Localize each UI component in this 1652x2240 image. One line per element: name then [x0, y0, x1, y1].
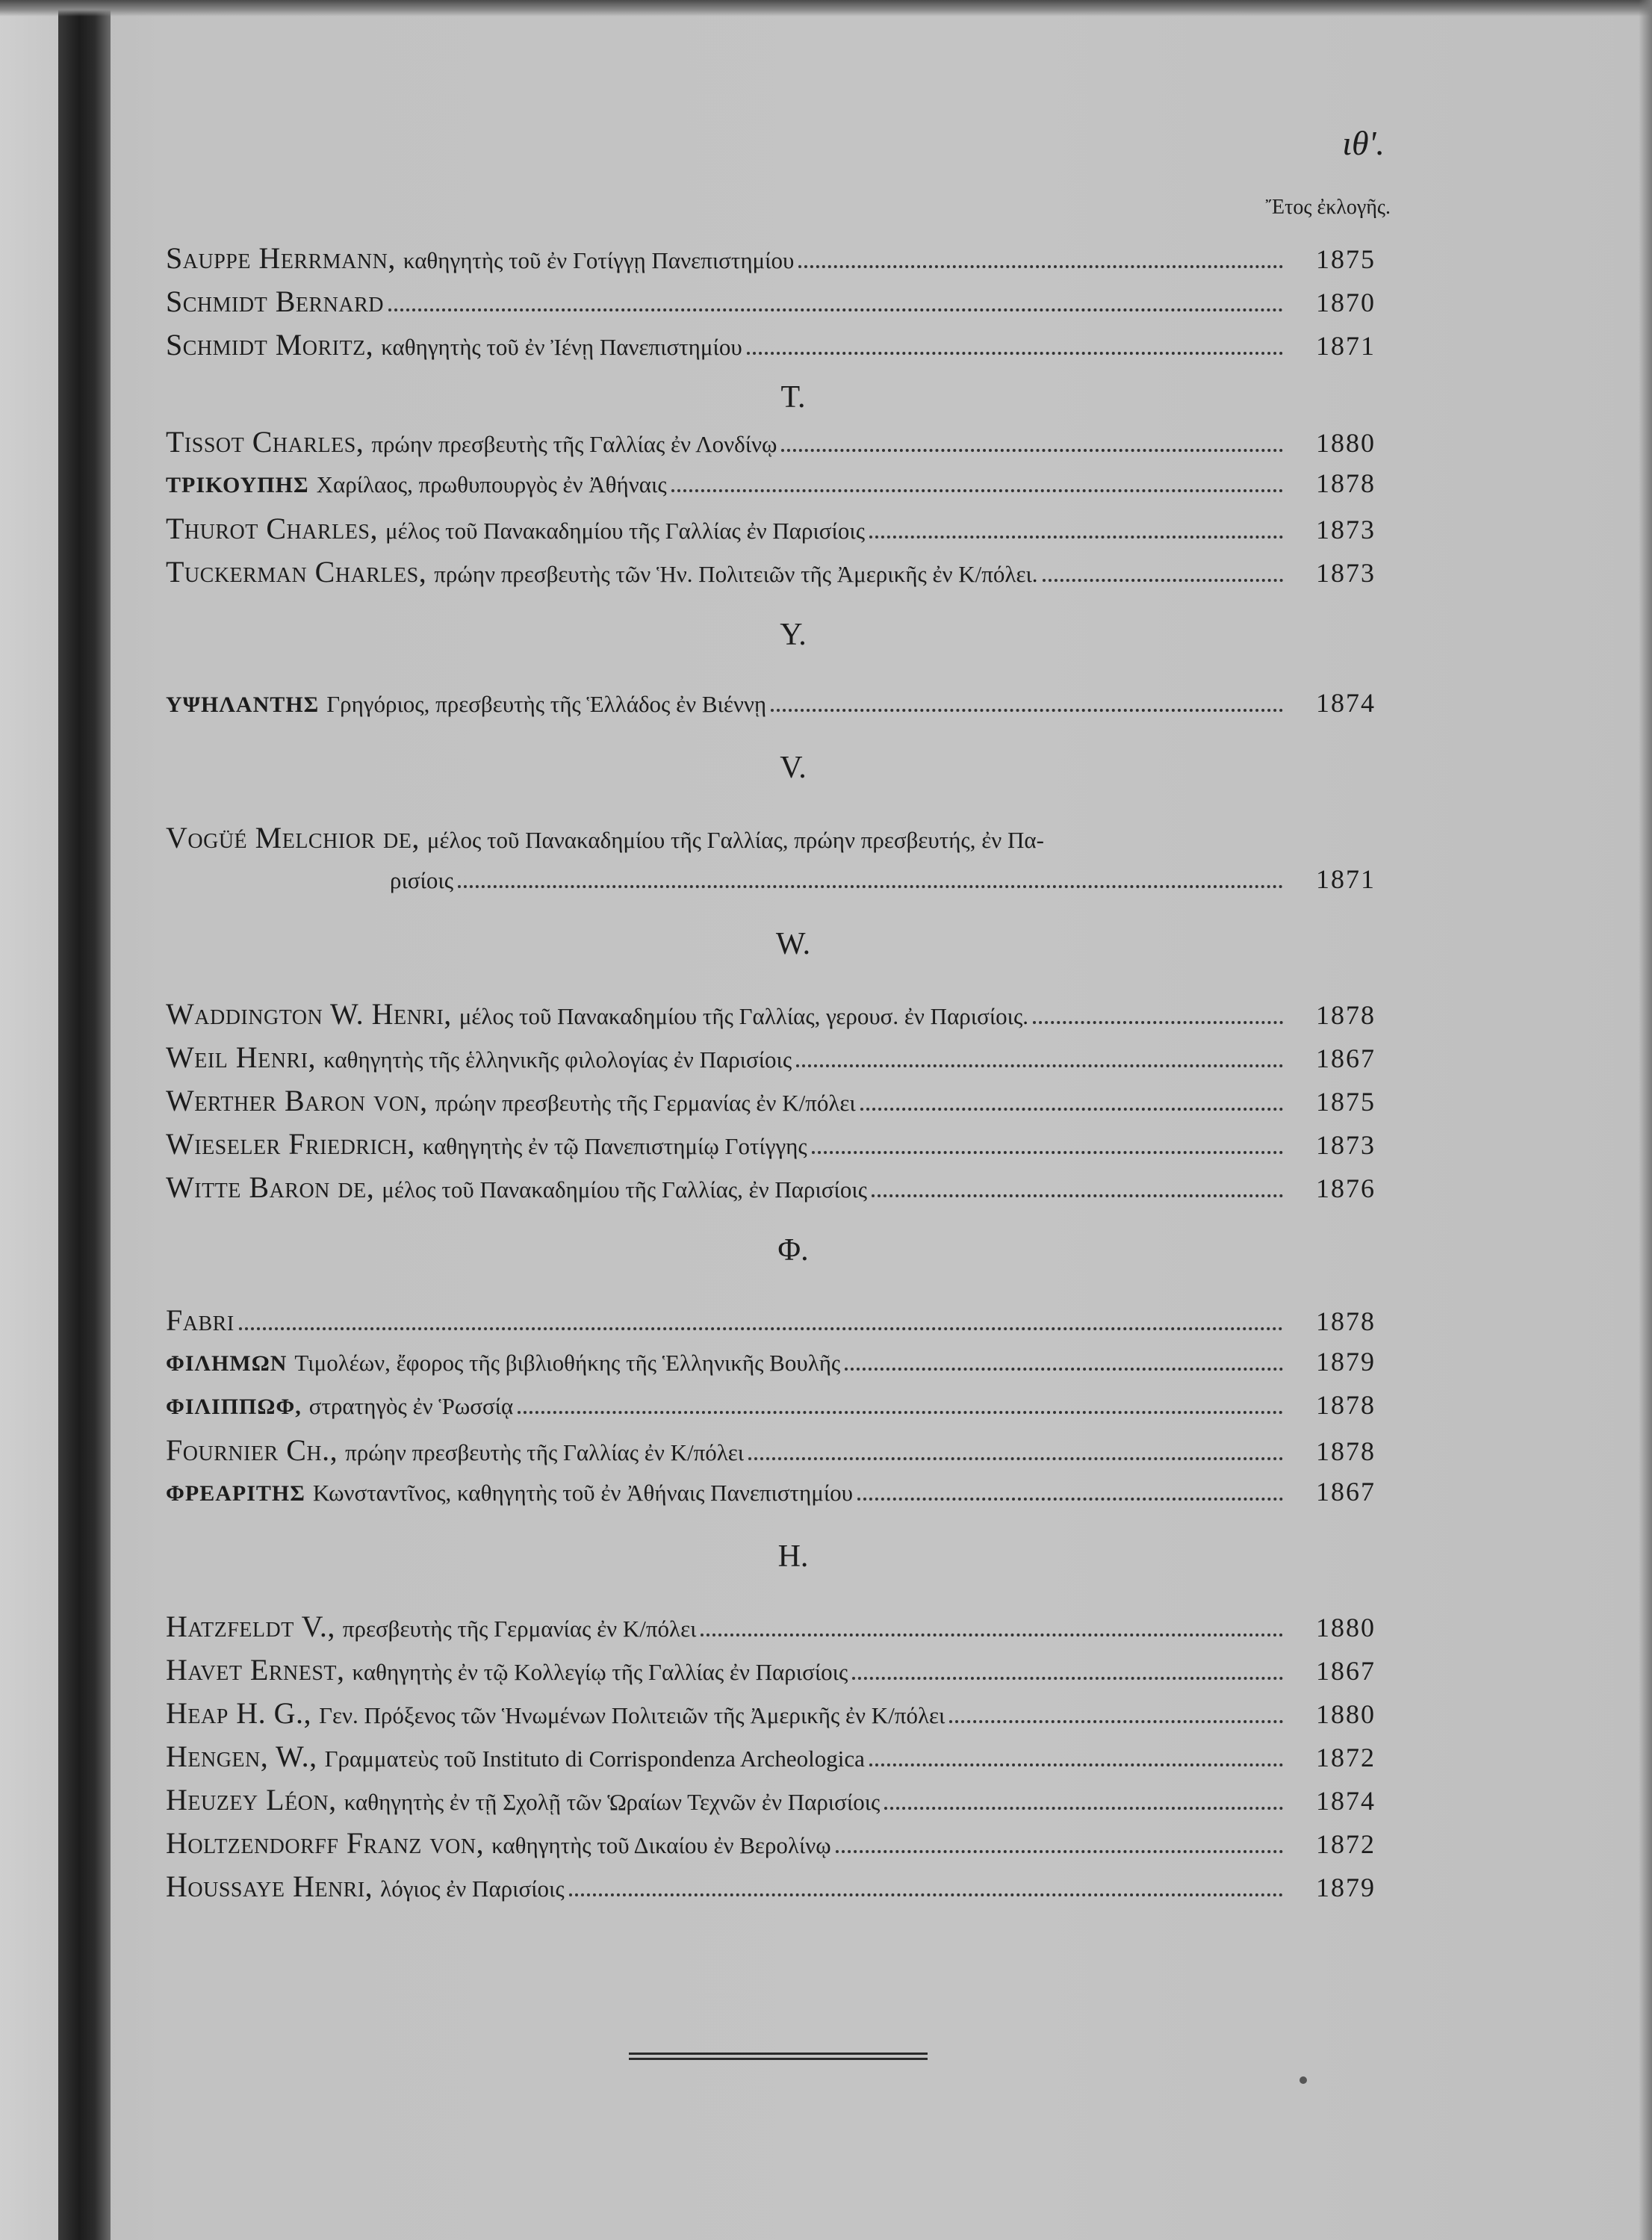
election-year: 1867 — [1316, 1656, 1376, 1686]
list-item — [166, 1609, 1376, 1652]
list-item — [166, 1433, 1376, 1476]
member-description: Γρηγόριος, πρεσβευτὴς τῆς Ἑλλάδος ἐν Βιέννῃ — [326, 691, 767, 717]
election-year: 1875 — [1316, 244, 1376, 274]
list-item — [166, 1346, 1376, 1389]
member-name: Schmidt Bernard — [166, 285, 384, 318]
list-item — [166, 1040, 1376, 1083]
election-year: 1879 — [1316, 1873, 1376, 1902]
list-item — [166, 1126, 1376, 1170]
member-name: Thurot Charles, — [166, 512, 378, 545]
member-description: πρώην πρεσβευτὴς τῶν Ἡν. Πολιτειῶν τῆς Ἀμερικῆς ἐν Κ/πόλει. — [434, 561, 1038, 587]
list-item — [166, 241, 1376, 284]
election-year: 1873 — [1316, 515, 1376, 545]
book-spine-shadow — [58, 0, 111, 2240]
dot-leader — [845, 1368, 1283, 1371]
election-year: 1872 — [1316, 1829, 1376, 1859]
member-description: καθηγητὴς ἐν τῇ Σχολῇ τῶν Ὡραίων Τεχνῶν ἐν Παρισίοις — [344, 1789, 881, 1815]
election-year: 1879 — [1316, 1347, 1376, 1377]
member-description: μέλος τοῦ Πανακαδημίου τῆς Γαλλίας, πρώην πρεσβευτής, ἐν Πα- — [426, 827, 1044, 853]
adjacent-page-edge — [0, 0, 58, 2240]
section-letter-phi: Φ. — [777, 1233, 809, 1268]
dot-leader — [671, 489, 1283, 492]
dot-leader — [518, 1411, 1283, 1414]
list-item — [166, 820, 1376, 863]
dot-leader — [388, 308, 1283, 311]
dot-leader — [781, 449, 1283, 452]
election-year: 1867 — [1316, 1477, 1376, 1507]
member-name: Havet Ernest, — [166, 1653, 345, 1687]
member-name: ΥΨΗΛΑΝΤΗΣ — [166, 692, 320, 717]
dot-leader — [1043, 579, 1283, 582]
list-item — [166, 511, 1376, 554]
list-item — [166, 1869, 1376, 1912]
dot-leader — [569, 1893, 1283, 1896]
dot-leader — [798, 265, 1283, 268]
election-year: 1876 — [1316, 1173, 1376, 1203]
member-description: πρεσβευτὴς τῆς Γερμανίας ἐν Κ/πόλει — [342, 1616, 697, 1642]
dot-leader — [747, 352, 1283, 355]
section-letter-upsilon: Υ. — [780, 618, 807, 652]
dot-leader — [1033, 1021, 1283, 1024]
list-item — [166, 327, 1376, 370]
member-description: πρώην πρεσβευτὴς τῆς Γαλλίας ἐν Λονδίνῳ — [371, 431, 777, 457]
election-year: 1875 — [1316, 1087, 1376, 1117]
list-item — [166, 1389, 1376, 1433]
member-name: Sauppe Herrmann, — [166, 241, 396, 275]
member-description: πρώην πρεσβευτὴς τῆς Γαλλίας ἐν Κ/πόλει — [345, 1439, 745, 1465]
election-year: 1867 — [1316, 1043, 1376, 1073]
member-description: Τιμολέων, ἔφορος τῆς βιβλιοθήκης τῆς Ἑλληνικῆς Βουλῆς — [294, 1350, 841, 1376]
dot-leader — [857, 1498, 1283, 1501]
member-name: ΤΡΙΚΟΥΠΗΣ — [166, 473, 309, 497]
member-description: Γραμματεὺς τοῦ Instituto di Corrispondenza Archeologica — [324, 1746, 865, 1772]
member-description: Κωνσταντῖνος, καθηγητὴς τοῦ ἐν Ἀθήναις Πανεπιστημίου — [312, 1480, 854, 1506]
member-description: μέλος τοῦ Πανακαδημίου τῆς Γαλλίας, ἐν Παρισίοις — [382, 1176, 868, 1203]
dot-leader — [872, 1194, 1283, 1197]
member-description: καθηγητὴς τοῦ ἐν Γοτίγγῃ Πανεπιστημίου — [403, 247, 795, 273]
list-item — [166, 468, 1376, 511]
election-year: 1871 — [1316, 331, 1376, 361]
section-letter-t: T. — [780, 380, 806, 415]
ink-speck — [1299, 2076, 1307, 2084]
list-item — [166, 424, 1376, 468]
dot-leader — [836, 1850, 1283, 1853]
dot-leader — [771, 709, 1283, 712]
right-edge-shadow — [1639, 0, 1652, 2240]
election-year: 1871 — [1316, 864, 1376, 894]
member-name: Hengen, W., — [166, 1740, 317, 1773]
dot-leader — [860, 1108, 1283, 1111]
member-name: Schmidt Moritz, — [166, 328, 374, 362]
dot-leader — [239, 1327, 1283, 1330]
election-year: 1878 — [1316, 1390, 1376, 1420]
election-year: 1878 — [1316, 1436, 1376, 1466]
member-name: ΦΙΛΗΜΩΝ — [166, 1351, 288, 1376]
list-item — [166, 1083, 1376, 1126]
dot-leader — [869, 536, 1283, 539]
member-name: Vogüé Melchior de, — [166, 821, 420, 854]
member-description: καθηγητὴς ἐν τῷ Πανεπιστημίῳ Γοτίγγης — [422, 1133, 807, 1159]
list-item — [166, 1303, 1376, 1346]
member-name: Tuckerman Charles, — [166, 555, 427, 589]
section-letter-v: V. — [780, 751, 807, 785]
dot-leader — [701, 1634, 1283, 1636]
member-description: στρατηγὸς ἐν Ῥωσσίᾳ — [308, 1393, 514, 1419]
election-year: 1874 — [1316, 688, 1376, 718]
member-description: λόγιος ἐν Παρισίοις — [380, 1876, 565, 1902]
member-description: πρώην πρεσβευτὴς τῆς Γερμανίας ἐν Κ/πόλει — [435, 1090, 856, 1116]
dot-leader — [852, 1677, 1283, 1680]
member-description: καθηγητὴς τῆς ἑλληνικῆς φιλολογίας ἐν Παρισίοις — [323, 1046, 792, 1073]
dot-leader — [884, 1807, 1283, 1810]
member-description: καθηγητὴς τοῦ Δικαίου ἐν Βερολίνῳ — [491, 1832, 831, 1858]
election-year: 1872 — [1316, 1743, 1376, 1772]
election-year: 1873 — [1316, 558, 1376, 588]
list-item — [166, 1739, 1376, 1782]
dot-leader — [748, 1457, 1283, 1460]
member-name: Waddington W. Henri, — [166, 997, 452, 1031]
member-description: μέλος τοῦ Πανακαδημίου τῆς Γαλλίας, γερουσ. ἐν Παρισίοις. — [459, 1003, 1029, 1029]
election-year: 1878 — [1316, 1000, 1376, 1030]
election-year: 1878 — [1316, 468, 1376, 498]
member-description: μέλος τοῦ Πανακαδημίου τῆς Γαλλίας ἐν Παρισίοις — [385, 518, 865, 544]
list-item — [166, 1652, 1376, 1695]
member-description: ρισίοις — [390, 867, 453, 893]
list-item — [166, 1170, 1376, 1213]
election-year: 1880 — [1316, 428, 1376, 458]
member-list — [166, 241, 1376, 1912]
dot-leader — [458, 885, 1283, 888]
member-name: ΦΙΛΙΠΠΩΦ, — [166, 1394, 302, 1419]
member-name: Fabri — [166, 1303, 235, 1337]
member-name: Fournier Ch., — [166, 1433, 338, 1467]
list-item — [166, 1782, 1376, 1825]
election-year: 1874 — [1316, 1786, 1376, 1816]
member-description: Χαρίλαος, πρωθυπουργὸς ἐν Ἀθήναις — [316, 471, 667, 497]
top-edge-shadow — [0, 0, 1652, 16]
election-year: 1880 — [1316, 1613, 1376, 1642]
election-year: 1880 — [1316, 1699, 1376, 1729]
member-name: Hatzfeldt V., — [166, 1610, 335, 1643]
list-item — [166, 687, 1376, 730]
dot-leader — [812, 1151, 1283, 1154]
rule-line — [629, 2053, 928, 2055]
dot-leader — [949, 1720, 1283, 1723]
section-letter-h: H. — [777, 1539, 809, 1574]
election-year: 1870 — [1316, 288, 1376, 317]
election-year: 1878 — [1316, 1306, 1376, 1336]
member-name: Werther Baron von, — [166, 1084, 428, 1117]
election-year: 1873 — [1316, 1130, 1376, 1160]
section-letter-w: W. — [775, 927, 811, 961]
member-description: καθηγητὴς τοῦ ἐν Ἰένῃ Πανεπιστημίου — [381, 334, 742, 360]
rule-line — [629, 2058, 928, 2060]
member-name: Holtzendorff Franz von, — [166, 1826, 485, 1860]
member-name: ΦΡΕΑΡΙΤΗΣ — [166, 1481, 305, 1506]
member-name: Heap H. G., — [166, 1696, 312, 1730]
list-item-continuation — [166, 863, 1376, 907]
list-item — [166, 1695, 1376, 1739]
list-item — [166, 1825, 1376, 1869]
list-item — [166, 1476, 1376, 1519]
member-name: Wieseler Friedrich, — [166, 1127, 415, 1161]
list-item — [166, 996, 1376, 1040]
closing-double-rule — [629, 2053, 928, 2061]
year-of-election-header: Ἔτος ἐκλογῆς. — [1265, 196, 1391, 219]
member-name: Houssaye Henri, — [166, 1870, 373, 1903]
member-name: Witte Baron de, — [166, 1170, 375, 1204]
member-name: Tissot Charles, — [166, 425, 364, 459]
page-number: ιθ'. — [1342, 124, 1385, 162]
member-description: Γεν. Πρόξενος τῶν Ἡνωμένων Πολιτειῶν τῆς Ἀμερικῆς ἐν Κ/πόλει — [319, 1702, 945, 1728]
dot-leader — [869, 1763, 1283, 1766]
dot-leader — [796, 1064, 1283, 1067]
list-item — [166, 284, 1376, 327]
member-name: Heuzey Léon, — [166, 1783, 337, 1816]
member-description: καθηγητὴς ἐν τῷ Κολλεγίῳ τῆς Γαλλίας ἐν Παρισίοις — [352, 1659, 848, 1685]
member-name: Weil Henri, — [166, 1040, 316, 1074]
list-item — [166, 554, 1376, 598]
